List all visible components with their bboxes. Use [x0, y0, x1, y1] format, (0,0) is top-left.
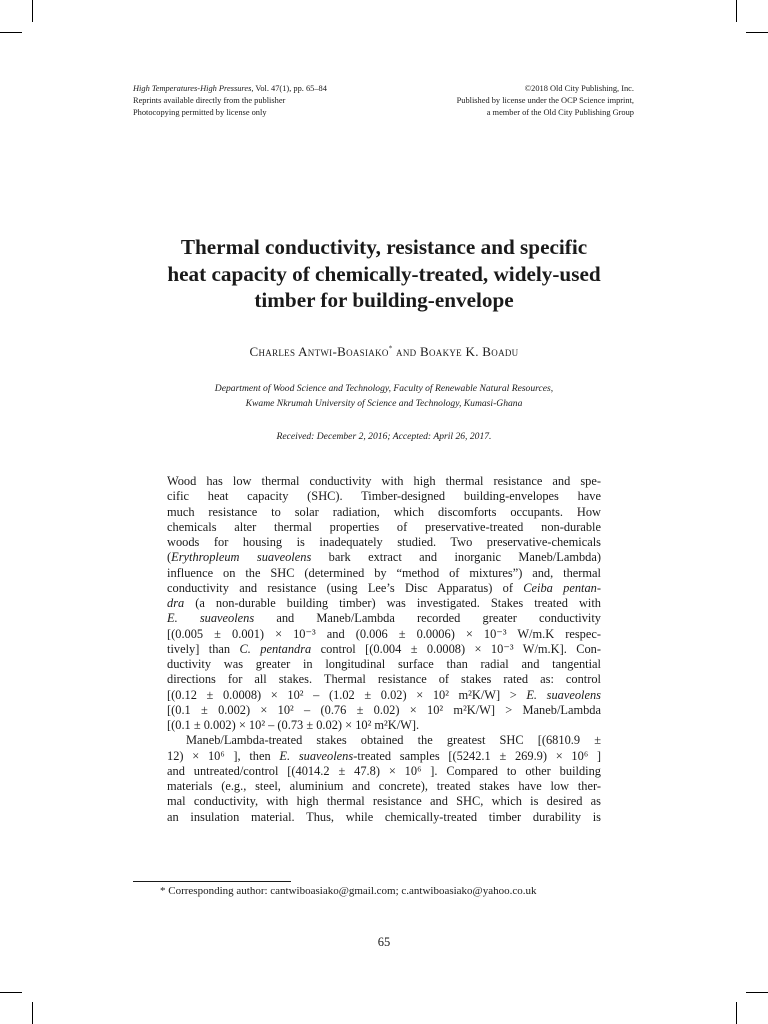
copyright-line: ©2018 Old City Publishing, Inc.: [524, 84, 634, 93]
text-run: (a non-durable building timber) was investigated. Stakes treated with: [184, 596, 601, 610]
text-run: and Maneb/Lambda recorded greater conductivity: [254, 611, 601, 626]
title-line: Thermal conductivity, resistance and specific: [180, 235, 588, 259]
abstract-line: mal conductivity, with high thermal resistance and SHC, which is desired as: [167, 794, 601, 809]
author-name: Charles Antwi-Boasiako: [249, 344, 389, 359]
journal-citation: [133, 83, 327, 95]
abstract-line: [(0.1 ± 0.002) × 10² – (0.76 ± 0.02) × 10² m²K/W] > Maneb/Lambda: [167, 702, 601, 717]
title-line: timber for building-envelope: [254, 288, 514, 312]
abstract-line: [167, 611, 601, 626]
abstract-line: [167, 581, 601, 596]
text-run: (: [167, 550, 172, 565]
text-run: control [(0.004 ± 0.0008) × 10⁻³ W/m.K]. Con-: [311, 641, 602, 656]
abstract-line: cific heat capacity (SHC). Timber-designed building-envelopes have: [167, 489, 601, 504]
abstract-line: Maneb/Lambda-treated stakes obtained the greatest SHC [(6810.9 ±: [186, 733, 601, 748]
abstract-line: much resistance to solar radiation, which discomforts occupants. How: [167, 504, 601, 519]
author-conjunction: and: [392, 344, 420, 359]
abstract-line: [167, 550, 601, 565]
text-run: -treated samples [(5242.1 ± 269.9) × 10⁶ ]: [353, 748, 601, 763]
species-name: dra: [167, 596, 185, 610]
author-name: Boakye K. Boadu: [420, 344, 519, 359]
text-run: 12) × 10⁶ ], then: [167, 748, 280, 763]
text-run: conductivity and resistance (using Lee’s Disc Apparatus) of: [167, 580, 524, 595]
abstract-line: chemicals alter thermal properties of preservative-treated non-durable: [167, 519, 601, 534]
paper-title: [120, 234, 648, 314]
crop-mark-top-right-h: [746, 32, 768, 33]
photocopy-note: Photocopying permitted by license only: [133, 108, 267, 118]
reprints-note: Reprints available directly from the publisher: [133, 96, 286, 106]
corresponding-author-footnote: * Corresponding author: cantwiboasiako@gmail.com; c.antwiboasiako@yahoo.co.uk: [160, 885, 537, 897]
journal-header-right: [457, 83, 634, 120]
species-name: E. suaveolens: [167, 611, 255, 626]
crop-mark-bottom-left-h: [0, 992, 22, 993]
crop-mark-bottom-left-v: [32, 1002, 33, 1024]
license-line: Published by license under the OCP Science imprint,: [456, 96, 634, 106]
journal-volume: , Vol. 47(1), pp. 65–84: [251, 84, 327, 93]
abstract-line: directions for all stakes. Thermal resistance of stakes rated as: control: [167, 672, 601, 687]
abstract-line: materials (e.g., steel, aluminium and concrete), treated stakes have low ther-: [167, 779, 601, 793]
abstract-line: [167, 749, 601, 764]
abstract-line: ductivity was greater in longitudinal surface than radial and tangential: [167, 657, 601, 671]
species-name: E. suaveolens: [279, 748, 354, 763]
received-accepted-dates: Received: December 2, 2016; Accepted: April 26, 2017.: [276, 431, 492, 442]
abstract-line: [(0.1 ± 0.002) × 10² – (0.73 ± 0.02) × 10² m²K/W].: [167, 718, 420, 732]
author-line: [120, 344, 648, 360]
journal-name: High Temperatures-High Pressures: [133, 84, 252, 93]
affiliation: [120, 381, 648, 411]
abstract-line: [167, 688, 601, 703]
affiliation-line: Department of Wood Science and Technology, Faculty of Renewable Natural Resources,: [214, 383, 554, 394]
abstract-line: [167, 642, 601, 657]
abstract-line: and untreated/control [(4014.2 ± 47.8) × 10⁶ ]. Compared to other building: [167, 763, 601, 778]
abstract-line: influence on the SHC (determined by “method of mixtures”) and, thermal: [167, 565, 601, 580]
crop-mark-bottom-right-v: [736, 1002, 737, 1024]
abstract: [167, 474, 601, 825]
species-name: Erythropleum suaveolens: [171, 550, 312, 565]
journal-header-left: [133, 83, 327, 120]
abstract-line: woods for housing is inadequately studied. Two preservative-chemicals: [167, 535, 601, 549]
species-name: C. pentandra: [239, 641, 312, 656]
publisher-group-line: a member of the Old City Publishing Group: [486, 108, 634, 118]
abstract-line: Wood has low thermal conductivity with high thermal resistance and spe-: [167, 474, 601, 488]
text-run: tively] than: [167, 641, 240, 656]
crop-mark-top-right-v: [736, 0, 737, 22]
text-run: [(0.12 ± 0.0008) × 10² – (1.02 ± 0.02) × 10² m²K/W] >: [167, 687, 527, 702]
species-name: Ceiba pentan-: [523, 580, 602, 595]
abstract-line: [167, 596, 601, 611]
crop-mark-bottom-right-h: [746, 992, 768, 993]
footnote-rule: [133, 881, 291, 882]
affiliation-line: Kwame Nkrumah University of Science and Technology, Kumasi-Ghana: [245, 398, 523, 409]
abstract-line: an insulation material. Thus, while chemically-treated timber durability is: [167, 809, 601, 824]
crop-mark-top-left-h: [0, 32, 22, 33]
title-line: heat capacity of chemically-treated, widely-used: [167, 261, 601, 286]
text-run: bark extract and inorganic Maneb/Lambda): [311, 550, 601, 565]
abstract-line: [(0.005 ± 0.001) × 10⁻³ and (0.006 ± 0.0006) × 10⁻³ W/m.K respec-: [167, 626, 601, 641]
crop-mark-top-left-v: [32, 0, 33, 22]
page-number: 65: [377, 935, 391, 949]
corresponding-marker: *: [388, 344, 393, 353]
species-name: E. suaveolens: [526, 687, 601, 702]
